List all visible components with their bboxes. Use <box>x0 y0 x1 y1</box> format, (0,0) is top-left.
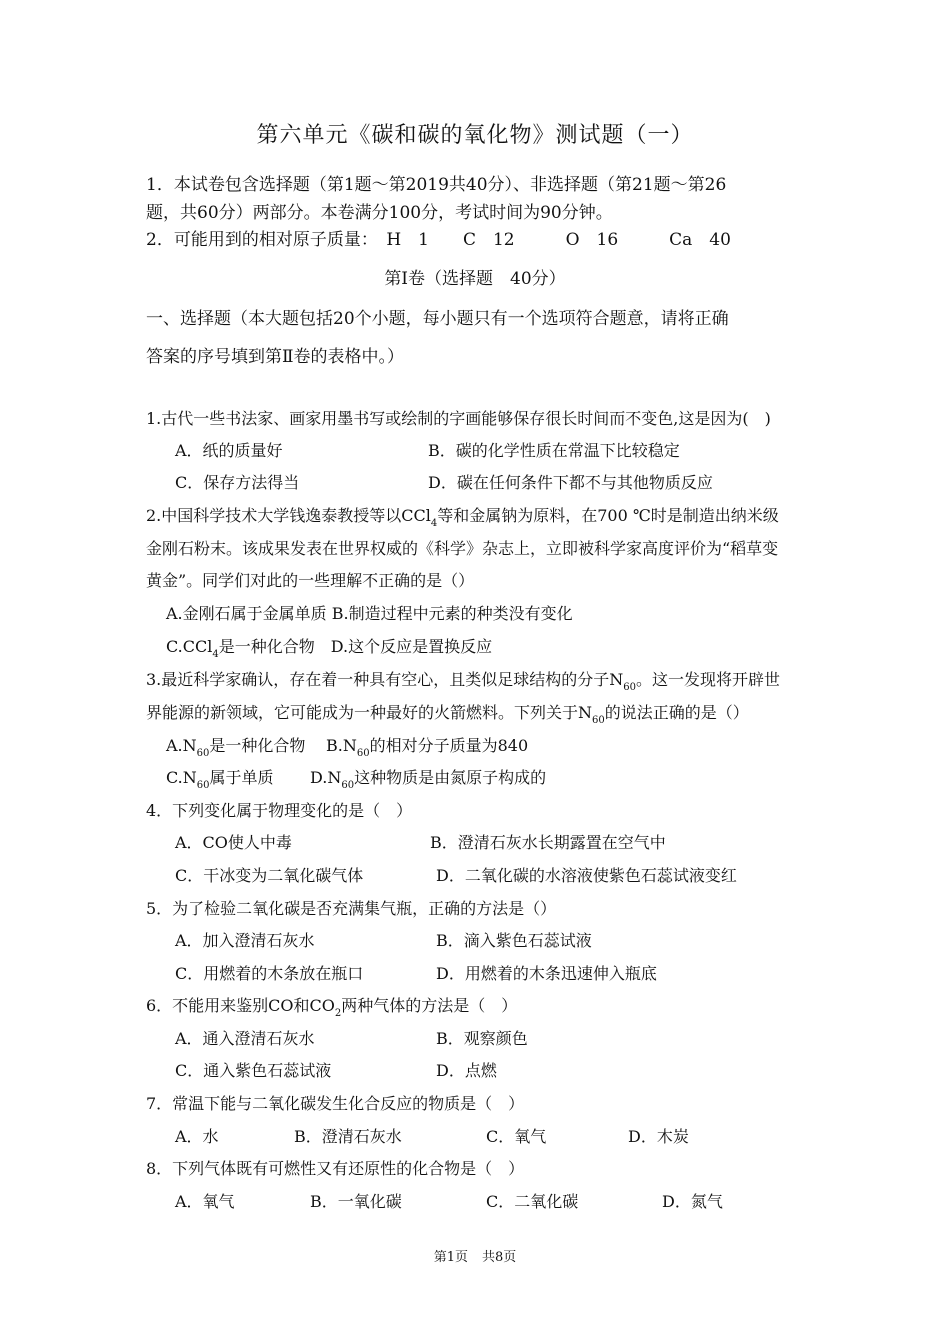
question-7-option-d: D．木炭 <box>628 1127 689 1146</box>
question-5-option-c: C．用燃着的木条放在瓶口 <box>175 964 364 983</box>
question-5-stem: 5．为了检验二氧化碳是否充满集气瓶，正确的方法是（） <box>146 899 557 918</box>
page-footer <box>0 1246 950 1265</box>
question-2-options-c-d: C.CCl$_4$是一种化合物 D.这个反应是置换反应 <box>166 637 493 660</box>
question-8-option-c: C．二氧化碳 <box>486 1192 579 1211</box>
question-8-stem: 8．下列气体既有可燃性又有还原性的化合物是（ ） <box>146 1159 525 1178</box>
question-6-option-b: B．观察颜色 <box>436 1029 528 1048</box>
page-number: 第1页 <box>433 1250 468 1265</box>
question-8-option-a: A．氧气 <box>175 1192 235 1211</box>
question-3-option-c: $C.N_{60}$属于单质 <box>166 768 274 791</box>
question-1-option-a: A．纸的质量好 <box>175 441 283 460</box>
question-4-option-c: C．干冰变为二氧化碳气体 <box>175 866 364 885</box>
question-5-option-b: B．滴入紫色石蕊试液 <box>436 931 592 950</box>
page-title: 第六单元《碳和碳的氧化物》测试题（一） <box>256 123 694 148</box>
question-5-option-d: D．用燃着的木条迅速伸入瓶底 <box>436 964 657 983</box>
note-1-line-1: 1．本试卷包含选择题（第1题～第2019共40分）、非选择题（第21题～第26 <box>146 175 727 195</box>
question-7-option-c: C．氧气 <box>486 1127 547 1146</box>
instructions-line-1: 一、选择题（本大题包括20个小题，每小题只有一个选项符合题意，请将正确 <box>146 309 729 329</box>
question-1-stem: 1.古代一些书法家、画家用墨书写或绘制的字画能够保存很长时间而不变色,这是因为( ) <box>146 409 771 428</box>
question-6-option-a: A．通入澄清石灰水 <box>175 1029 315 1048</box>
question-8-option-b: B．一氧化碳 <box>310 1192 402 1211</box>
question-7-option-b: B．澄清石灰水 <box>294 1127 402 1146</box>
section-heading: 第Ⅰ卷（选择题 40分） <box>384 269 566 289</box>
question-3-option-a: $A.N_{60}$是一种化合物 <box>166 736 322 759</box>
question-7-stem: 7．常温下能与二氧化碳发生化合反应的物质是（ ） <box>146 1094 525 1113</box>
instructions-line-2: 答案的序号填到第Ⅱ卷的表格中。） <box>146 347 405 367</box>
question-4-option-d: D．二氧化碳的水溶液使紫色石蕊试液变红 <box>436 866 737 885</box>
note-1-line-2: 题，共60分）两部分。本卷满分100分，考试时间为90分钟。 <box>146 203 613 223</box>
question-2-stem-line-2: 金刚石粉末。该成果发表在世界权威的《科学》杂志上，立即被科学家高度评价为“稻草变 <box>146 539 779 558</box>
question-2-options-a-b: A.金刚石属于金属单质 B.制造过程中元素的种类没有变化 <box>166 604 573 623</box>
question-4-option-b: B．澄清石灰水长期露置在空气中 <box>430 833 666 852</box>
question-6-stem: 6．不能用来鉴别CO和$CO_2$两种气体的方法是（ ） <box>146 996 518 1019</box>
question-1-option-c: C．保存方法得当 <box>175 473 300 492</box>
question-3-option-d: $D.N_{60}$这种物质是由氮原子构成的 <box>310 768 547 791</box>
question-3-stem-line-2: 界能源的新领域，它可能成为一种最好的火箭燃料。下列关于$N_{60}$的说法正确的是（） <box>146 703 749 726</box>
page-total: 共8页 <box>482 1250 517 1265</box>
question-4-option-a: A．CO使人中毒 <box>175 833 292 852</box>
question-4-stem: 4．下列变化属于物理变化的是（ ） <box>146 801 413 820</box>
question-7-option-a: A．水 <box>175 1127 219 1146</box>
question-1-option-d: D．碳在任何条件下都不与其他物质反应 <box>428 473 713 492</box>
question-3-option-b: $B.N_{60}$的相对分子质量为840 <box>326 736 529 759</box>
question-2-stem-line-1: 2.中国科学技术大学钱逸泰教授等以CCl$_4$等和金属钠为原料，在700 ℃时是制造出纳米级 <box>146 506 779 529</box>
question-6-option-c: C．通入紫色石蕊试液 <box>175 1061 332 1080</box>
question-3-stem-line-1: 3.最近科学家确认，存在着一种具有空心，且类似足球结构的分子$N_{60}$。这一发现将开辟世 <box>146 670 781 693</box>
question-1-option-b: B．碳的化学性质在常温下比较稳定 <box>428 441 680 460</box>
note-2: 2．可能用到的相对原子质量： H 1 C 12 O 16 Ca 40 <box>146 230 731 250</box>
question-2-stem-line-3: 黄金”。同学们对此的一些理解不正确的是（） <box>146 571 475 590</box>
question-6-option-d: D．点燃 <box>436 1061 497 1080</box>
question-5-option-a: A．加入澄清石灰水 <box>175 931 315 950</box>
question-8-option-d: D．氮气 <box>662 1192 723 1211</box>
